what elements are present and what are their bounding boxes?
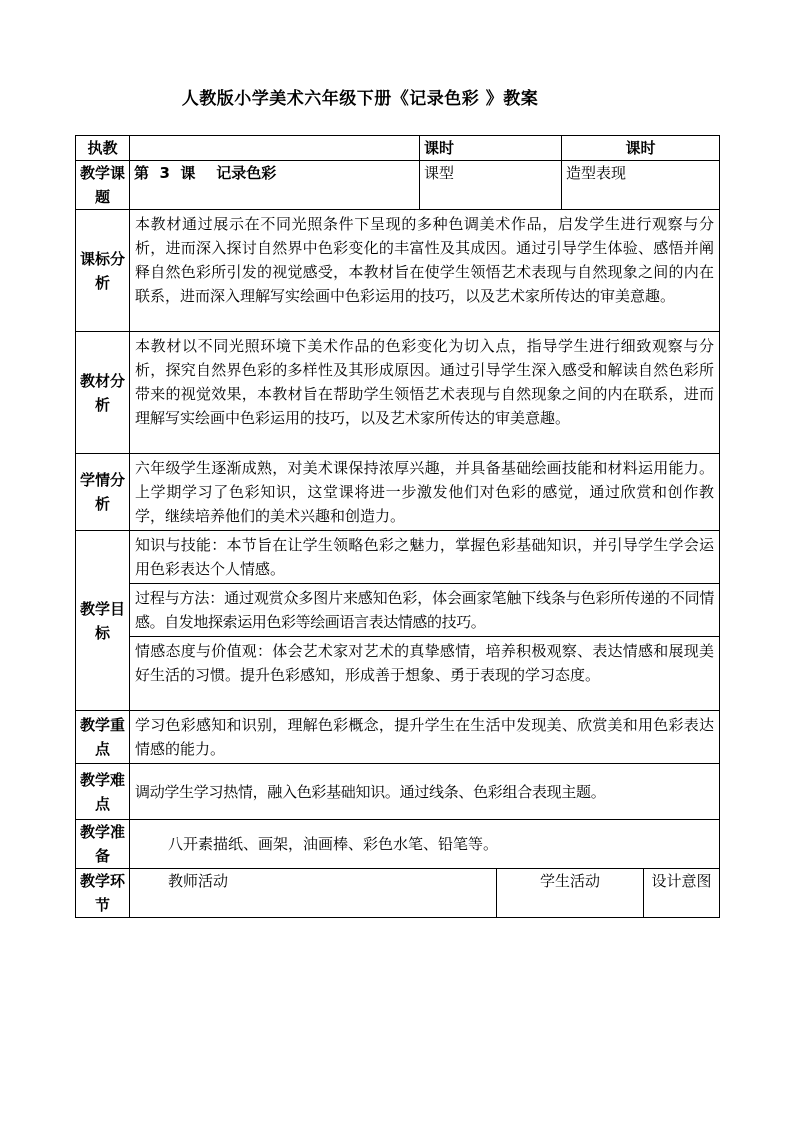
curriculum-row bbox=[76, 210, 720, 332]
textbook-text: 本教材以不同光照环境下美术作品的色彩变化为切入点，指导学生进行细致观察与分析，探究自然界色彩的多样性及其形成原因。通过引导学生深入感受和解读自然色彩所带来的视觉效果，本教材旨在帮助学生领悟艺术表现与自然现象之间的内在联系，进而理解写实绘画中色彩运用的技巧，以及艺术家所传达的审美意趣。 bbox=[130, 332, 720, 454]
students-label: 学情分析 bbox=[76, 454, 130, 531]
objective-row-3 bbox=[76, 637, 720, 711]
difficulties-label: 教学难点 bbox=[76, 764, 130, 820]
textbook-label: 教材分析 bbox=[76, 332, 130, 454]
objectives-label: 教学目标 bbox=[76, 531, 130, 711]
objective-process: 过程与方法：通过观赏众多图片来感知色彩，体会画家笔触下线条与色彩所传递的不同情感。自发地探索运用色彩等绘画语言表达情感的技巧。 bbox=[130, 584, 720, 637]
key-points-row bbox=[76, 711, 720, 764]
teacher-value bbox=[130, 136, 420, 161]
curriculum-text: 本教材通过展示在不同光照条件下呈现的多种色调美术作品，启发学生进行观察与分析，进而深入探讨自然界中色彩变化的丰富性及其成因。通过引导学生体验、感悟并阐释自然色彩所引发的视觉感受，本教材旨在使学生领悟艺术表现与自然现象之间的内在联系，进而深入理解写实绘画中色彩运用的技巧，以及艺术家所传达的审美意趣。 bbox=[130, 210, 720, 332]
difficulties-row bbox=[76, 764, 720, 820]
objective-row-2 bbox=[76, 584, 720, 637]
period-label: 课时 bbox=[420, 136, 562, 161]
teacher-row bbox=[76, 136, 720, 161]
preparation-row bbox=[76, 820, 720, 869]
objective-row-1 bbox=[76, 531, 720, 584]
students-row bbox=[76, 454, 720, 531]
teacher-activity-header: 教师活动 bbox=[130, 869, 497, 918]
topic-label: 教学课题 bbox=[76, 161, 130, 210]
period-value: 课时 bbox=[562, 136, 720, 161]
preparation-label: 教学准备 bbox=[76, 820, 130, 869]
document-title: 人教版小学美术六年级下册《记录色彩 》教案 bbox=[181, 89, 539, 109]
topic-row bbox=[76, 161, 720, 210]
objective-attitude: 情感态度与价值观：体会艺术家对艺术的真挚感情，培养积极观察、表达情感和展现美好生活的习惯。提升色彩感知，形成善于想象、勇于表现的学习态度。 bbox=[130, 637, 720, 711]
difficulties-text: 调动学生学习热情，融入色彩基础知识。通过线条、色彩组合表现主题。 bbox=[130, 764, 720, 820]
preparation-text: 八开素描纸、画架，油画棒、彩色水笔、铅笔等。 bbox=[130, 820, 720, 869]
key-points-text: 学习色彩感知和识别，理解色彩概念，提升学生在生活中发现美、欣赏美和用色彩表达情感的能力。 bbox=[130, 711, 720, 764]
lesson-title: 第 3 课 记录色彩 bbox=[130, 161, 420, 210]
lesson-type-label: 课型 bbox=[420, 161, 562, 210]
curriculum-label: 课标分析 bbox=[76, 210, 130, 332]
key-points-label: 教学重点 bbox=[76, 711, 130, 764]
students-text: 六年级学生逐渐成熟，对美术课保持浓厚兴趣，并具备基础绘画技能和材料运用能力。上学期学习了色彩知识，这堂课将进一步激发他们对色彩的感觉，通过欣赏和创作教学，继续培养他们的美术兴趣和创造力。 bbox=[130, 454, 720, 531]
lesson-type-value: 造型表现 bbox=[562, 161, 720, 210]
objective-knowledge: 知识与技能：本节旨在让学生领略色彩之魅力，掌握色彩基础知识，并引导学生学会运用色彩表达个人情感。 bbox=[130, 531, 720, 584]
process-label: 教学环节 bbox=[76, 869, 130, 918]
design-intent-header: 设计意图 bbox=[644, 869, 720, 918]
lesson-plan-table bbox=[75, 135, 720, 918]
student-activity-header: 学生活动 bbox=[497, 869, 644, 918]
process-row bbox=[76, 869, 720, 918]
textbook-row bbox=[76, 332, 720, 454]
teacher-label: 执教 bbox=[76, 136, 130, 161]
